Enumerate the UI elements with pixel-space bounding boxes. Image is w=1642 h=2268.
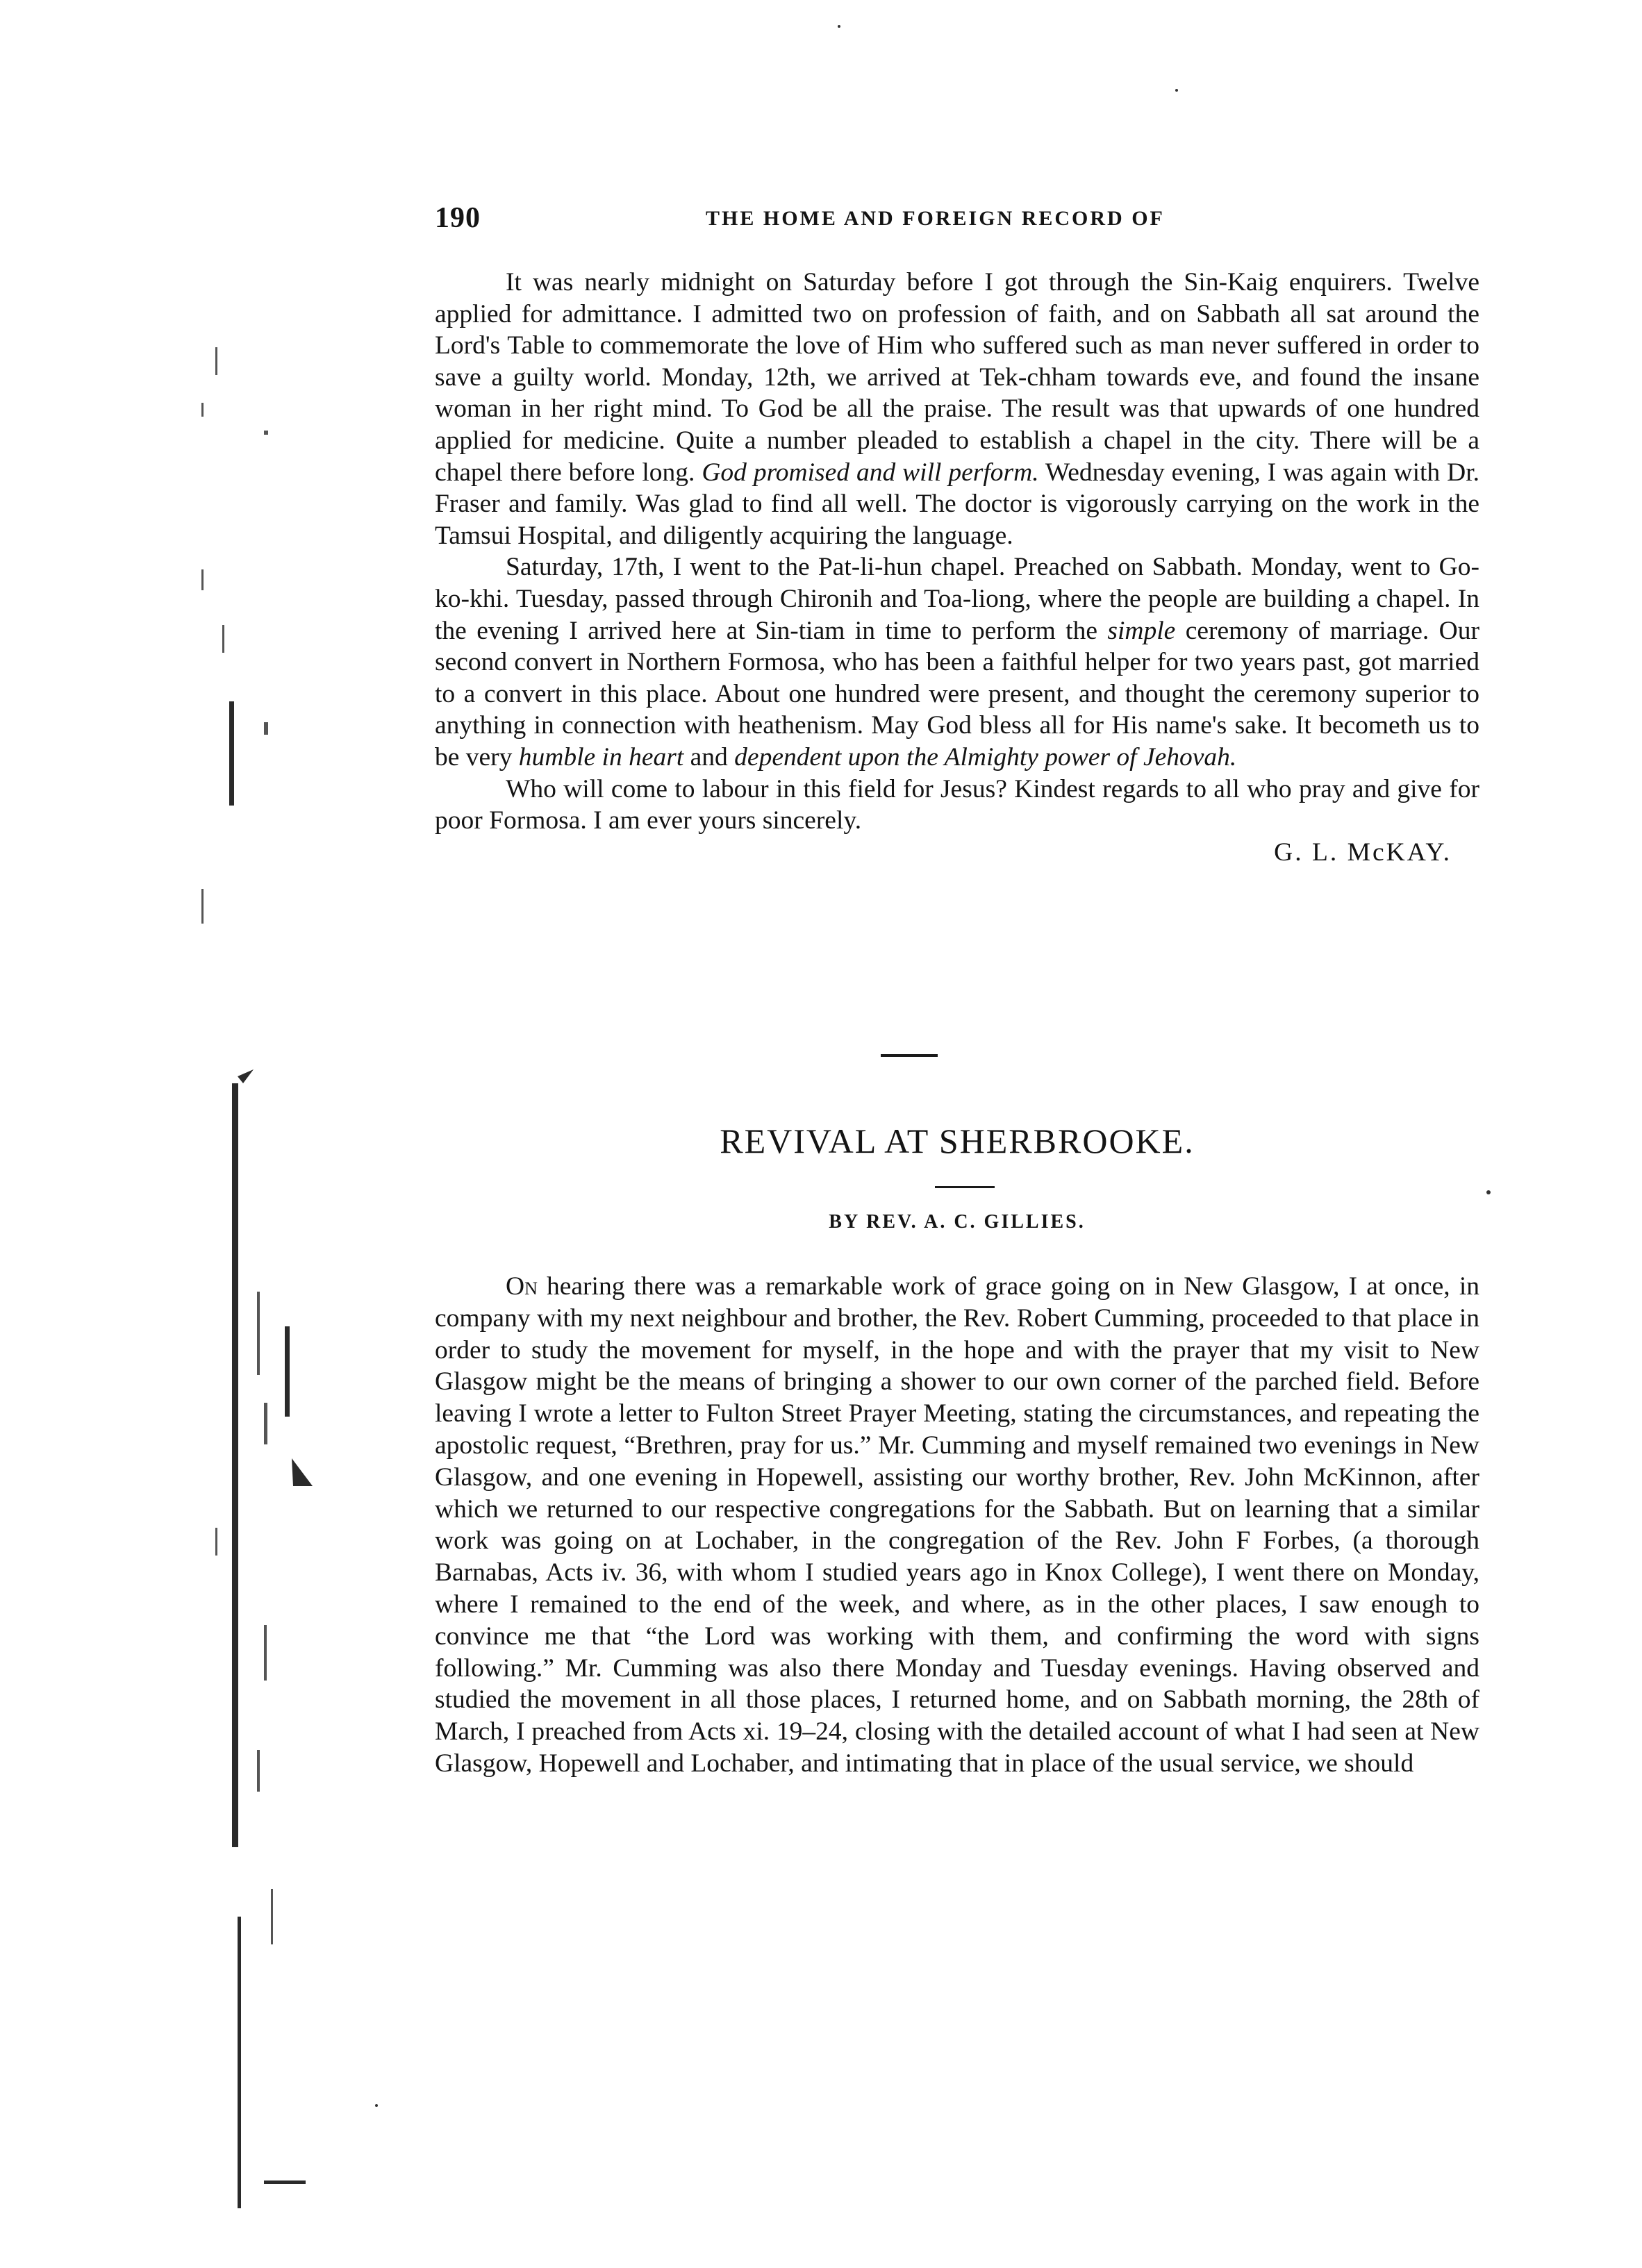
letter-text: and: [683, 742, 735, 772]
article-title: REVIVAL AT SHERBROOKE.: [720, 1122, 1195, 1160]
scan-speck: [838, 25, 840, 28]
signature: G. L. McKAY.: [1274, 837, 1452, 867]
letter-text: Wednesday evening, I was again with Dr. Fraser and family. Was glad to find all well. The doctor is vigorously carrying on the work in the Tamsui Hospital, and diligently acquiring the language.: [435, 458, 1479, 550]
letter-italic-text: simple: [1107, 616, 1176, 645]
title-underline: [935, 1186, 995, 1188]
section-divider: [881, 1054, 938, 1057]
letter-text: ceremony of marriage. Our second convert in Northern Formosa, who has been a faithful helper for two years past, got married to a convert in this place. About one hundred were present, and thought the ceremony superior to anything in connection with heathenism. May God bless all for His name's sake. It becometh us to be very: [435, 616, 1479, 772]
article-body: [435, 1271, 1479, 1780]
running-head: [435, 201, 1479, 243]
article-text: hearing there was a remarkable work of grace going on in New Glasgow, I at once, in company with my next neighbour and brother, the Rev. Robert Cumming, proceeded to that place in order to study the movement for myself, in the hope and with the prayer that my visit to New Glasgow might be the means of bringing a shower to our own corner of the parched field. Before leaving I wrote a letter to Fulton Street Prayer Meeting, stating the circumstances, and repeating the apostolic request, “Brethren, pray for us.” Mr. Cumming and myself remained two evenings in New Glasgow, and one evening in Hopewell, assisting our worthy brother, Rev. John McKinnon, after which we returned to our respective congregations for the Sabbath. But on learning that a similar work was going on at Lochaber, in the congregation of the Rev. John F Forbes, (a thorough Barnabas, Acts iv. 36, with whom I studied years ago in Knox College), I went there on Monday, where I remained to the end of the week, and where, as in the other places, I saw enough to convince me that “the Lord was working with them, and confirming the word with signs following.” Mr. Cumming was also there Monday and Tuesday evenings. Having observed and studied the movement in all those places, I returned home, and on Sabbath morning, the 28th of March, I preached from Acts xi. 19–24, closing with the detailed account of what I had seen at New Glasgow, Hopewell and Lochaber, and intimating that in place of the usual service, we should: [435, 1272, 1479, 1778]
letter-paragraph: [435, 551, 1479, 773]
page-number: 190: [435, 202, 481, 234]
letter-paragraph: [435, 774, 1479, 837]
scan-speck: [375, 2104, 378, 2107]
letter-italic-text: humble in heart: [518, 742, 684, 772]
letter-italic-text: God promised and will perform.: [702, 458, 1039, 487]
article-paragraph: [435, 1271, 1479, 1780]
scan-speck: [1175, 89, 1178, 92]
dropcap-word: On: [506, 1272, 538, 1301]
letter-italic-text: dependent upon the Almighty power of Jehovah.: [734, 742, 1237, 772]
letter-text: Saturday, 17th, I went to the Pat-li-hun chapel. Preached on Sabbath. Monday, went to Go-ko-khi. Tuesday, passed through Chironih and Toa-liong, where the people are building a chapel. In the evening I arrived here at Sin-tiam in time to perform the: [435, 553, 1479, 645]
letter-text: It was nearly midnight on Saturday before I got through the Sin-Kaig enquirers. Twelve applied for admittance. I admitted two on profession of faith, and on Sabbath all sat around the Lord's Table to commemorate the love of Him who suffered such as man never suffered in order to save a guilty world. Monday, 12th, we arrived at Tek-chham towards eve, and found the insane woman in her right mind. To God be all the praise. The result was that upwards of one hundred applied for medicine. Quite a number pleaded to establish a chapel in the city. There will be a chapel there before long.: [435, 268, 1479, 487]
byline: BY REV. A. C. GILLIES.: [829, 1211, 1086, 1233]
scan-speck: [1486, 1190, 1491, 1194]
letter-text: Who will come to labour in this field for Jesus? Kindest regards to all who pray and give for poor Formosa. I am ever yours sincerely.: [435, 774, 1479, 835]
letter-paragraph: [435, 267, 1479, 551]
letter-body: [435, 267, 1479, 868]
running-title: THE HOME AND FOREIGN RECORD OF: [706, 207, 1165, 230]
scan-edge-artifacts: [160, 181, 313, 2229]
